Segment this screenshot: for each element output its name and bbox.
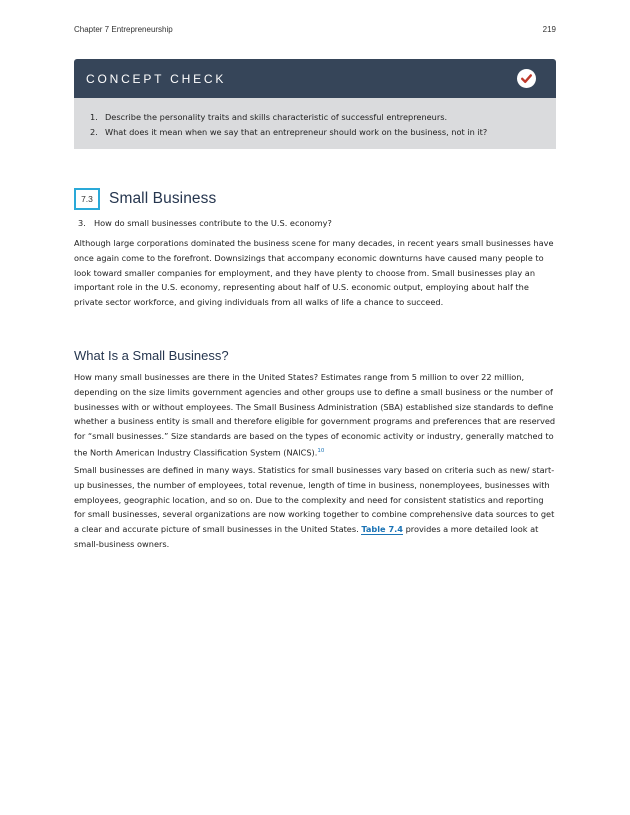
section-title: Small Business xyxy=(109,190,217,207)
paragraph-text: provides a more detailed look at small-business owners. xyxy=(74,524,539,549)
section-heading xyxy=(74,188,216,210)
chapter-title: Chapter 7 Entrepreneurship xyxy=(74,25,173,34)
subsection-title: What Is a Small Business? xyxy=(74,348,229,363)
concept-check-title: CONCEPT CHECK xyxy=(86,71,227,86)
concept-check-header xyxy=(74,59,556,98)
concept-check-item xyxy=(74,110,556,125)
item-number: 2. xyxy=(90,126,98,137)
table-7-4-link[interactable]: Table 7.4 xyxy=(361,524,403,535)
concept-check-body xyxy=(74,98,556,149)
running-head xyxy=(74,25,556,34)
concept-check-list xyxy=(74,110,556,139)
footnote-link[interactable]: 10 xyxy=(317,447,325,454)
page-number: 219 xyxy=(542,25,556,34)
objective-number: 3. xyxy=(78,218,86,228)
section-number: 7.3 xyxy=(74,188,100,210)
item-text: What does it mean when we say that an entrepreneur should work on the business, not in it? xyxy=(105,126,488,137)
check-icon xyxy=(517,69,536,88)
item-number: 1. xyxy=(90,112,98,122)
small-business-paragraph-2 xyxy=(74,463,556,552)
intro-paragraph: Although large corporations dominated the business scene for many decades, in recent years small businesses have once again come to the forefront. Downsizings that accompany economic downturns have caused many people to look toward smaller companies for employment, and they have plenty to choose from. Small businesses play an important role in the U.S. economy, representing about half of U.S. economic output, employing about half the private sector workforce, and giving individuals from all walks of life a chance to succeed. xyxy=(74,238,554,308)
objective-text: How do small businesses contribute to the U.S. economy? xyxy=(94,218,332,228)
concept-check-item xyxy=(74,125,556,140)
small-business-paragraph-1 xyxy=(74,370,556,461)
concept-check-box xyxy=(74,59,556,149)
learning-objective xyxy=(78,218,332,228)
paragraph-text: How many small businesses are there in the United States? Estimates range from 5 million to over 22 million, depending on the size limits government agencies and other groups use to define a small business or the number of businesses with or without employees. The Small Business Administration (SBA) established size standards to define whether a business entity is small and therefore eligible for government programs and preferences that are reserved for “small businesses.” Size standards are based on the types of economic activity or industry, generally matched to the North American Industry Classification System (NAICS). xyxy=(74,372,556,458)
paragraph-text: Small businesses are defined in many ways. Statistics for small businesses vary based on criteria such as new/ start-up businesses, the number of employees, total revenue, length of time in business, nonemployees, businesses with employees, geographic location, and so on. Due to the complexity and need for consistent statistics and reporting for small businesses, several organizations are now working together to combine comprehensive data sources to get a clear and accurate picture of small businesses in the United States. xyxy=(74,465,555,535)
item-text: Describe the personality traits and skills characteristic of successful entrepreneurs. xyxy=(105,112,448,122)
